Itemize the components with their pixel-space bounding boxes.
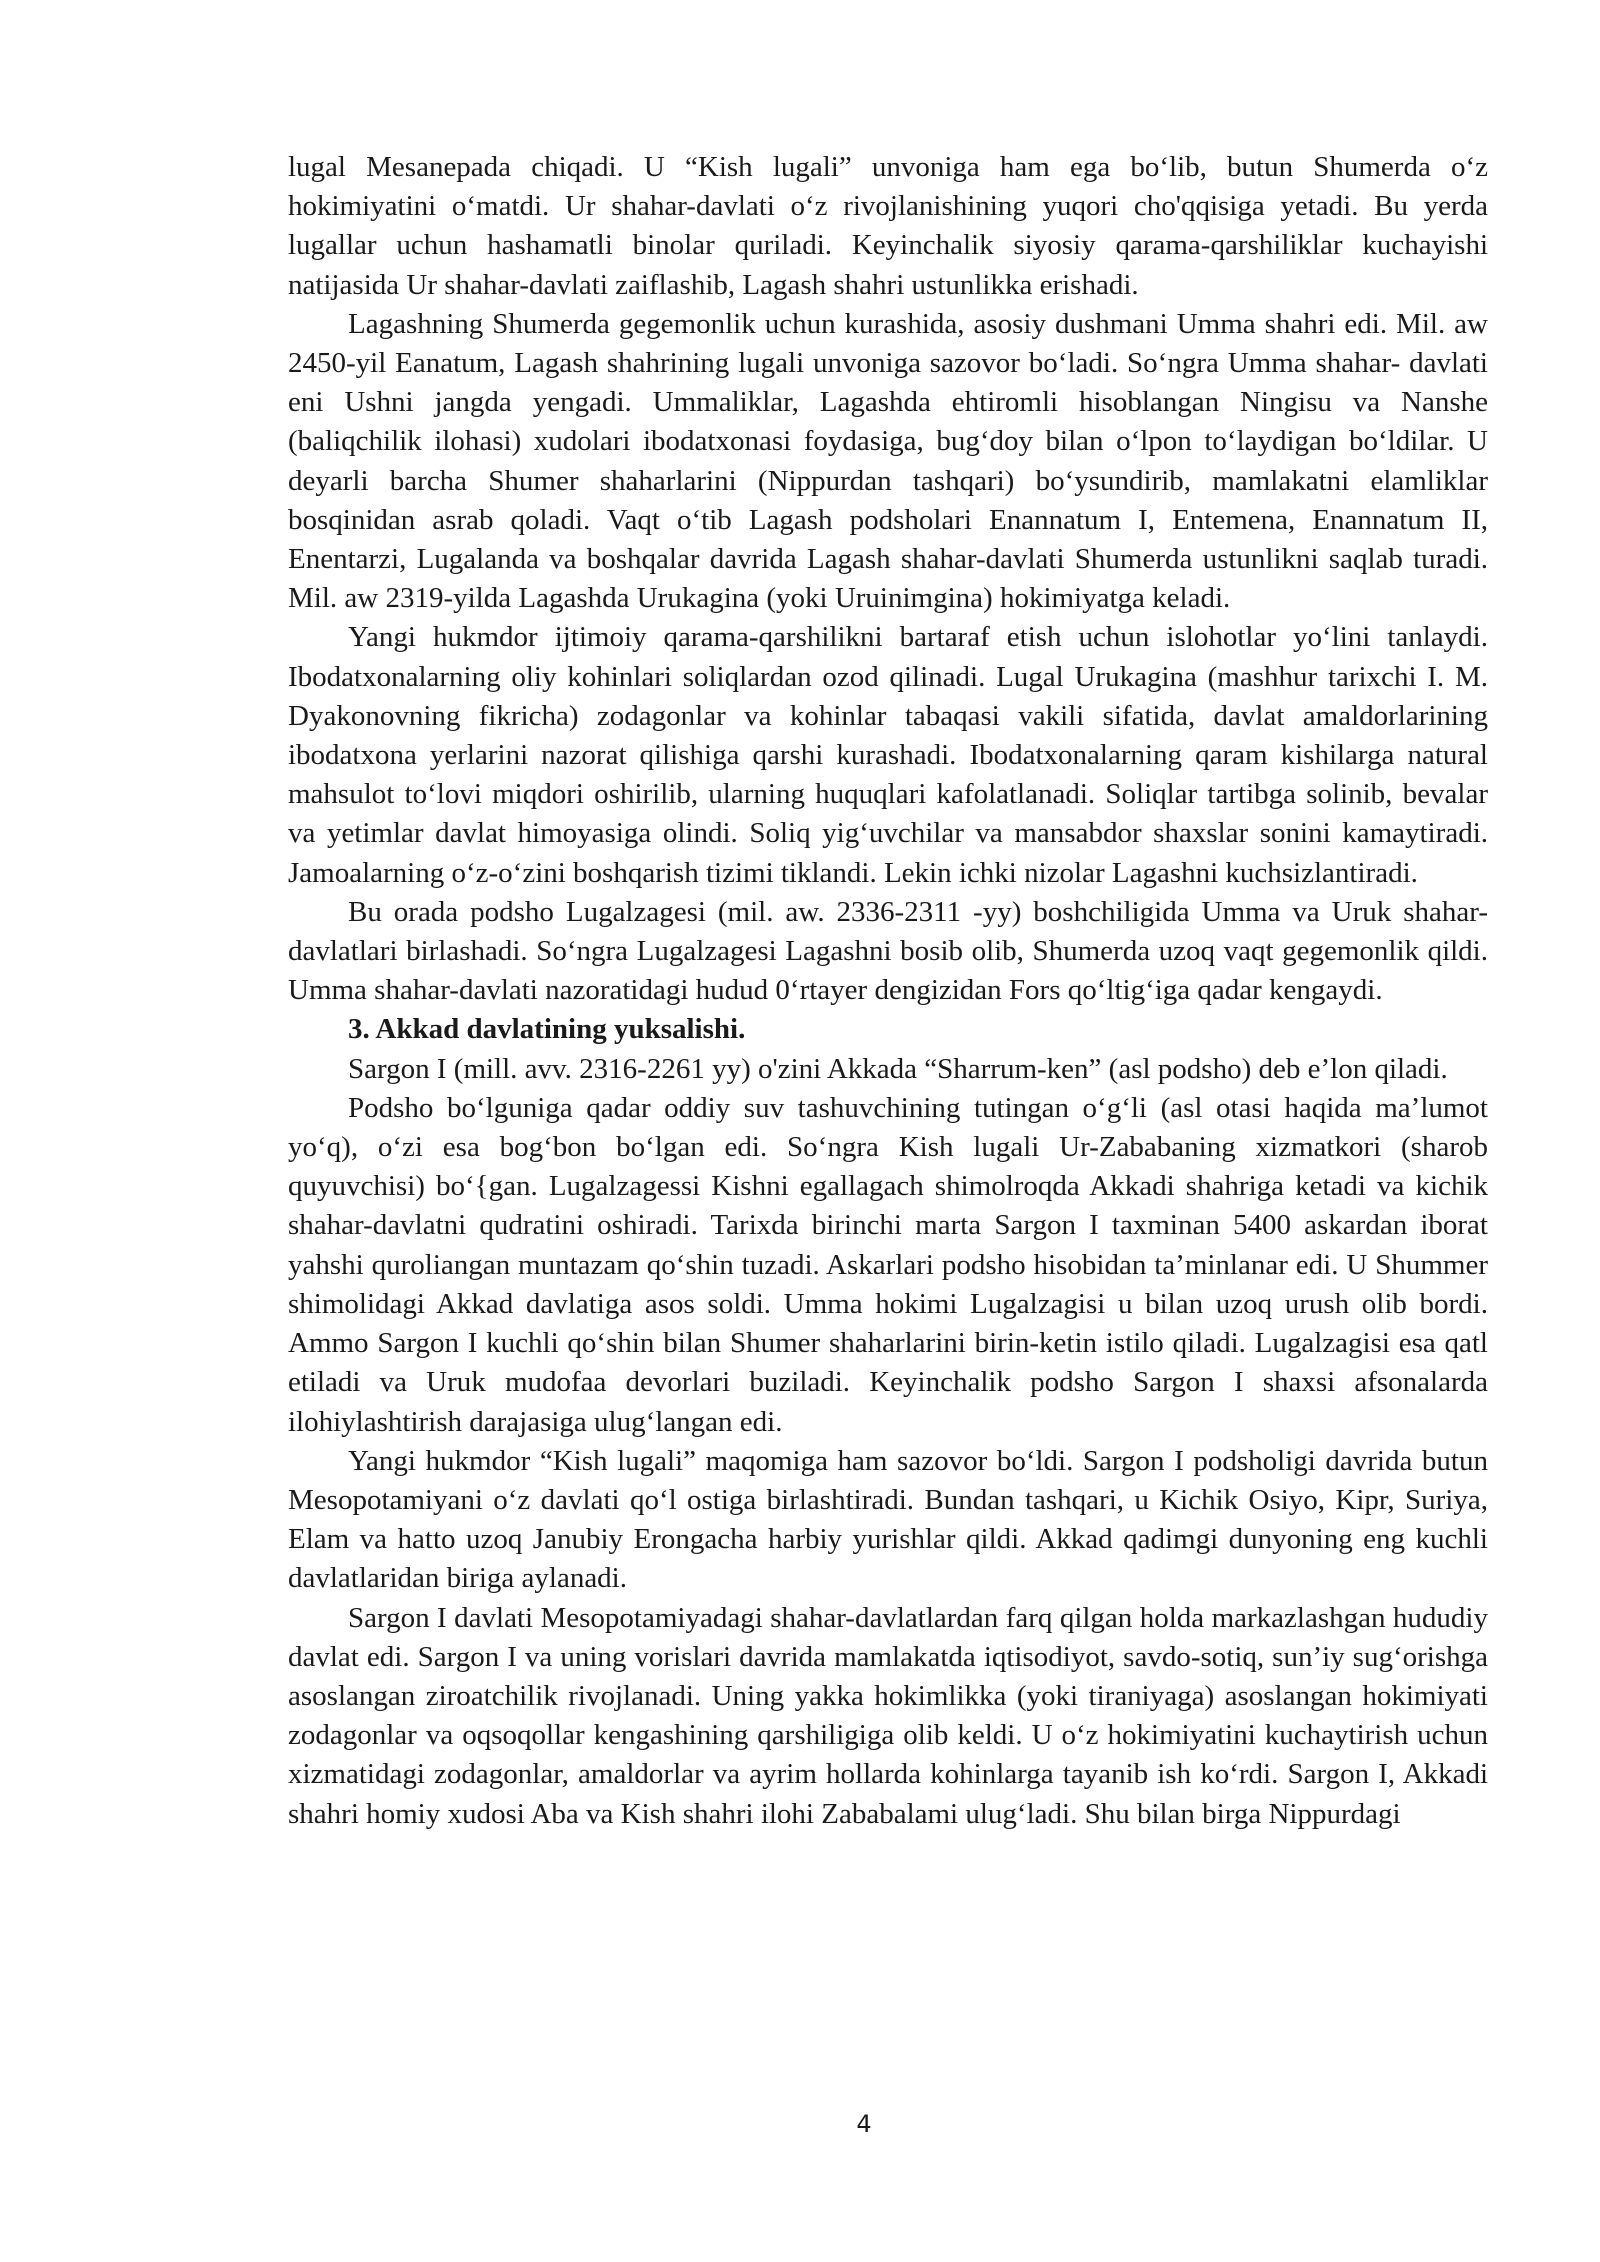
paragraph-sargon-state: Sargon I davlati Mesopotamiyadagi shahar-davlatlardan farq qilgan holda markazlashgan hududiy davlat edi. Sargon I va uning vorislari davrida mamlakatda iqtisodiyot, savdo-sotiq, sun’iy sug‘orishga asoslangan ziroatchilik rivojlanadi. Uning yakka hokimlikka (yoki tiraniyaga) asoslangan hokimiyati zodagonlar va oqsoqollar kengashining qarshiligiga olib keldi. U o‘z hokimiyatini kuchaytirish uchun xizmatidagi zodagonlar, amaldorlar va ayrim hollarda kohinlarga tayanib ish ko‘rdi. Sargon I, Akkadi shahri homiy xudosi Aba va Kish shahri ilohi Zababalami ulug‘ladi. Shu bilan birga Nippurdagi	[288, 1601, 1488, 1830]
paragraph-sargon-intro: Sargon I (mill. avv. 2316-2261 yy) o'zini Akkada “Sharrum-ken” (asl podsho) deb e’lon qiladi.	[348, 1052, 1448, 1085]
paragraph-sargon-origins: Podsho bo‘lguniga qadar oddiy suv tashuvchining tutingan o‘g‘li (asl otasi haqida ma’lumot yo‘q), o‘zi esa bog‘bon bo‘lgan edi. So‘ngra Kish lugali Ur-Zababaning xizmatkori (sharob quyuvchisi) bo‘{gan. Lugalzagessi Kishni egallagach shimolroqda Akkadi shahriga ketadi va kichik shahar-davlatni qudratini oshiradi. Tarixda birinchi marta Sargon I taxminan 5400 askardan iborat yahshi quroliangan muntazam qo‘shin tuzadi. Askarlari podsho hisobidan ta’minlanar edi. U Shummer shimolidagi Akkad davlatiga asos soldi. Umma hokimi Lugalzagisi u bilan uzoq urush olib bordi. Ammo Sargon I kuchli qo‘shin bilan Shumer shaharlarini birin-ketin istilo qiladi. Lugalzagisi esa qatl etiladi va Uruk mudofaa devorlari buziladi. Keyinchalik podsho Sargon I shaxsi afsonalarda ilohiylashtirish darajasiga ulug‘langan edi.	[288, 1091, 1488, 1438]
paragraph-new-ruler: Yangi hukmdor “Kish lugali” maqomiga ham sazovor bo‘ldi. Sargon I podsholigi davrida butun Mesopotamiyani o‘z davlati qo‘l ostiga birlashtiradi. Bundan tashqari, u Kichik Osiyo, Kipr, Suriya, Elam va hatto uzoq Janubiy Erongacha harbiy yurishlar qildi. Akkad qadimgi dunyoning eng kuchli davlatlaridan biriga aylanadi.	[288, 1444, 1488, 1595]
paragraph-lugalzagesi: Bu orada podsho Lugalzagesi (mil. aw. 2336-2311 -yy) boshchiligida Umma va Uruk shahar-davlatlari birlashadi. So‘ngra Lugalzagesi Lagashni bosib olib, Shumerda uzoq vaqt gegemonlik qildi. Umma shahar-davlati nazoratidagi hudud 0‘rtayer dengizidan Fors qo‘ltig‘iga qadar kengaydi.	[288, 895, 1488, 1007]
section-heading: 3. Akkad davlatining yuksalishi.	[348, 1013, 746, 1046]
page-number: 4	[856, 2110, 872, 2138]
paragraph-lagash-hegemony: Lagashning Shumerda gegemonlik uchun kurashida, asosiy dushmani Umma shahri edi. Mil. aw 2450-yil Eanatum, Lagash shahrining lugali unvoniga sazovor bo‘ladi. So‘ngra Umma shahar- davlati eni Ushni jangda yengadi. Ummaliklar, Lagashda ehtiromli hisoblangan Ningisu va Nanshe (baliqchilik ilohasi) xudolari ibodatxonasi foydasiga, bug‘doy bilan o‘lpon to‘laydigan bo‘ldilar. U deyarli barcha Shumer shaharlarini (Nippurdan tashqari) bo‘ysundirib, mamlakatni elamliklar bosqinidan asrab qoladi. Vaqt o‘tib Lagash podsholari Enannatum I, Entemena, Enannatum II, Enentarzi, Lugalanda va boshqalar davrida Lagash shahar-davlati Shumerda ustunlikni saqlab turadi. Mil. aw 2319-yilda Lagashda Urukagina (yoki Uruinimgina) hokimiyatga keladi.	[288, 307, 1488, 615]
page-body	[288, 148, 1488, 1834]
paragraph-urukagina-reforms: Yangi hukmdor ijtimoiy qarama-qarshilikni bartaraf etish uchun islohotlar yo‘lini tanlaydi. Ibodatxonalarning oliy kohinlari soliqlardan ozod qilinadi. Lugal Urukagina (mashhur tarixchi I. M. Dyakonovning fikricha) zodagonlar va kohinlar tabaqasi vakili sifatida, davlat amaldorlarining ibodatxona yerlarini nazorat qilishiga qarshi kurashadi. Ibodatxonalarning qaram kishilarga natural mahsulot to‘lovi miqdori oshirilib, ularning huquqlari kafolatlanadi. Soliqlar tartibga solinib, bevalar va yetimlar davlat himoyasiga olindi. Soliq yig‘uvchilar va mansabdor shaxslar sonini kamaytiradi. Jamoalarning o‘z-o‘zini boshqarish tizimi tiklandi. Lekin ichki nizolar Lagashni kuchsizlantiradi.	[288, 621, 1488, 889]
paragraph-continuation: lugal Mesanepada chiqadi. U “Kish lugali” unvoniga ham ega bo‘lib, butun Shumerda o‘z hokimiyatini o‘matdi. Ur shahar-davlati o‘z rivojlanishining yuqori cho'qqisiga yetadi. Bu yerda lugallar uchun hashamatli binolar quriladi. Keyinchalik siyosiy qarama-qarshiliklar kuchayishi natijasida Ur shahar-davlati zaiflashib, Lagash shahri ustunlikka erishadi.	[288, 151, 1488, 301]
